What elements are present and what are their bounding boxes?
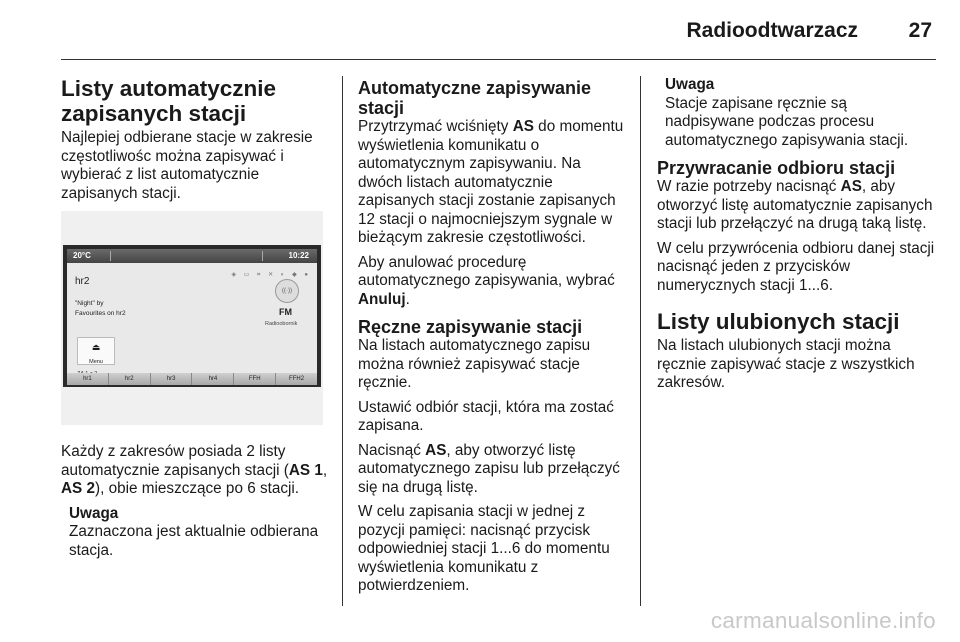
menu-button-label: Menu (89, 359, 103, 365)
intro-paragraph: Najlepiej odbierane stacje w zakresie częstotliwośc można zapisywać i wybierać z list automatycznie zapisanych stacji. (61, 129, 313, 202)
radiotext-line-1: "Night" by (75, 300, 104, 307)
paragraph: W celu zapisania stacji w jednej z pozycji pamięci: nacisnąć przycisk odpowiedniej stacji 1...6 do momentu wyświetlenia komunikatu z potwierdzeniem. (358, 503, 610, 594)
header-divider (61, 59, 936, 60)
text-run-bold: AS (512, 118, 534, 135)
heading-restore: Przywracanie odbioru stacji (657, 158, 896, 178)
note-text: Stacje zapisane ręcznie są nadpisywane podczas procesu automatycznego zapisywania stacji. (665, 94, 909, 149)
lists-paragraph (61, 443, 329, 499)
text-run: W razie potrzeby nacisnąć (657, 178, 841, 195)
paragraph: Ustawić odbiór stacji, która ma zostać zapisana. (358, 398, 614, 434)
band-sublabel: Radioobornik (265, 321, 298, 327)
preset-button: hr1 (83, 376, 92, 382)
divider (262, 251, 263, 261)
paragraph (358, 254, 628, 310)
preset-button: FFH2 (275, 373, 317, 385)
text-run: Nacisnąć (358, 441, 426, 459)
page-header (0, 0, 960, 62)
column-3 (657, 76, 940, 399)
preset-button: hr2 (108, 373, 150, 385)
preset-button: hr4 (191, 373, 233, 385)
radio-display (63, 245, 321, 387)
text-run: Każdy z zakresów posiada 2 listy automatycznie zapisanych stacji ( (61, 443, 289, 479)
text-run: , aby otworzyć listę automatycznego zapisu lub przełączyć się na drugą listę. (358, 441, 620, 496)
status-icons: ◈ ▭ ⌗ ✕ ◐ ◆ ● (231, 272, 311, 278)
note-block (61, 505, 329, 561)
note-title: Uwaga (69, 504, 119, 522)
text-run-bold: AS 1 (288, 461, 323, 479)
band-label: FM (279, 307, 292, 317)
radiotext-line-2: Favourites on hr2 (75, 310, 126, 317)
heading-favourites: Listy ulubionych stacji (657, 309, 900, 334)
preset-button: hr3 (150, 373, 192, 385)
radio-wave-icon: ((·)) (275, 279, 299, 303)
paragraph (358, 118, 628, 248)
paragraph (358, 442, 628, 498)
divider (110, 251, 111, 261)
text-run: , (322, 461, 328, 479)
clock-readout: 10:22 (288, 251, 309, 260)
heading-auto-store: Automatyczne zapisywanie stacji (358, 78, 592, 118)
paragraph: W celu przywrócenia odbioru danej stacji nacisnąć jeden z przycisków numerycznych stacji 1...6. (657, 239, 935, 294)
preset-button: FFH (233, 373, 275, 385)
column-divider (342, 76, 343, 606)
section-title: Radioodtwarzacz (686, 19, 858, 42)
text-run-bold: AS (840, 178, 862, 195)
column-1 (61, 76, 329, 560)
text-run: Aby anulować procedurę automatycznego zapisywania, wybrać (358, 253, 615, 289)
text-run-bold: AS (425, 441, 447, 459)
radio-icon: ⏏ (91, 342, 101, 352)
note-text: Zaznaczona jest aktualnie odbierana stacja. (69, 523, 319, 559)
text-run: do momentu wyświetlenia komunikatu o automatycznym zapisywaniu. Na dwóch listach automatycznie zapisanych stacji zostanie zapisanych 12 stacji o najmocniejszym sygnale w bieżącym zakresie częstotliwości. (358, 118, 624, 246)
text-run: , aby otworzyć listę automatycznie zapisanych stacji lub przełączyć na drugą taką listę. (657, 178, 933, 232)
display-top-bar (67, 249, 317, 263)
preset-bar (67, 373, 317, 385)
temperature-readout: 20°C (73, 251, 91, 260)
paragraph: Na listach automatycznego zapisu można również zapisywać stacje ręcznie. (358, 337, 591, 391)
watermark: carmanualsonline.info (710, 608, 936, 633)
heading-manual-store: Ręczne zapisywanie stacji (358, 317, 583, 337)
note-title: Uwaga (665, 76, 715, 93)
text-run-bold: Anuluj (358, 290, 406, 308)
page-number: 27 (908, 19, 932, 42)
radio-screen-figure (61, 211, 323, 425)
display-content (67, 249, 317, 385)
text-run: Przytrzymać wciśnięty (358, 118, 513, 135)
paragraph: Na listach ulubionych stacji można ręcznie zapisywać stacje z wszystkich zakresów. (657, 337, 915, 391)
text-run: . (405, 290, 410, 308)
text-run: ), obie mieszczące po 6 stacji. (95, 480, 300, 497)
text-run-bold: AS 2 (61, 480, 96, 497)
paragraph (657, 178, 940, 234)
note-block (657, 76, 940, 150)
heading-auto-lists: Listy automatycznie zapisanych stacji (61, 76, 277, 126)
station-name: hr2 (75, 276, 90, 287)
column-divider (640, 76, 641, 606)
menu-button (77, 337, 115, 365)
column-2 (358, 78, 628, 602)
